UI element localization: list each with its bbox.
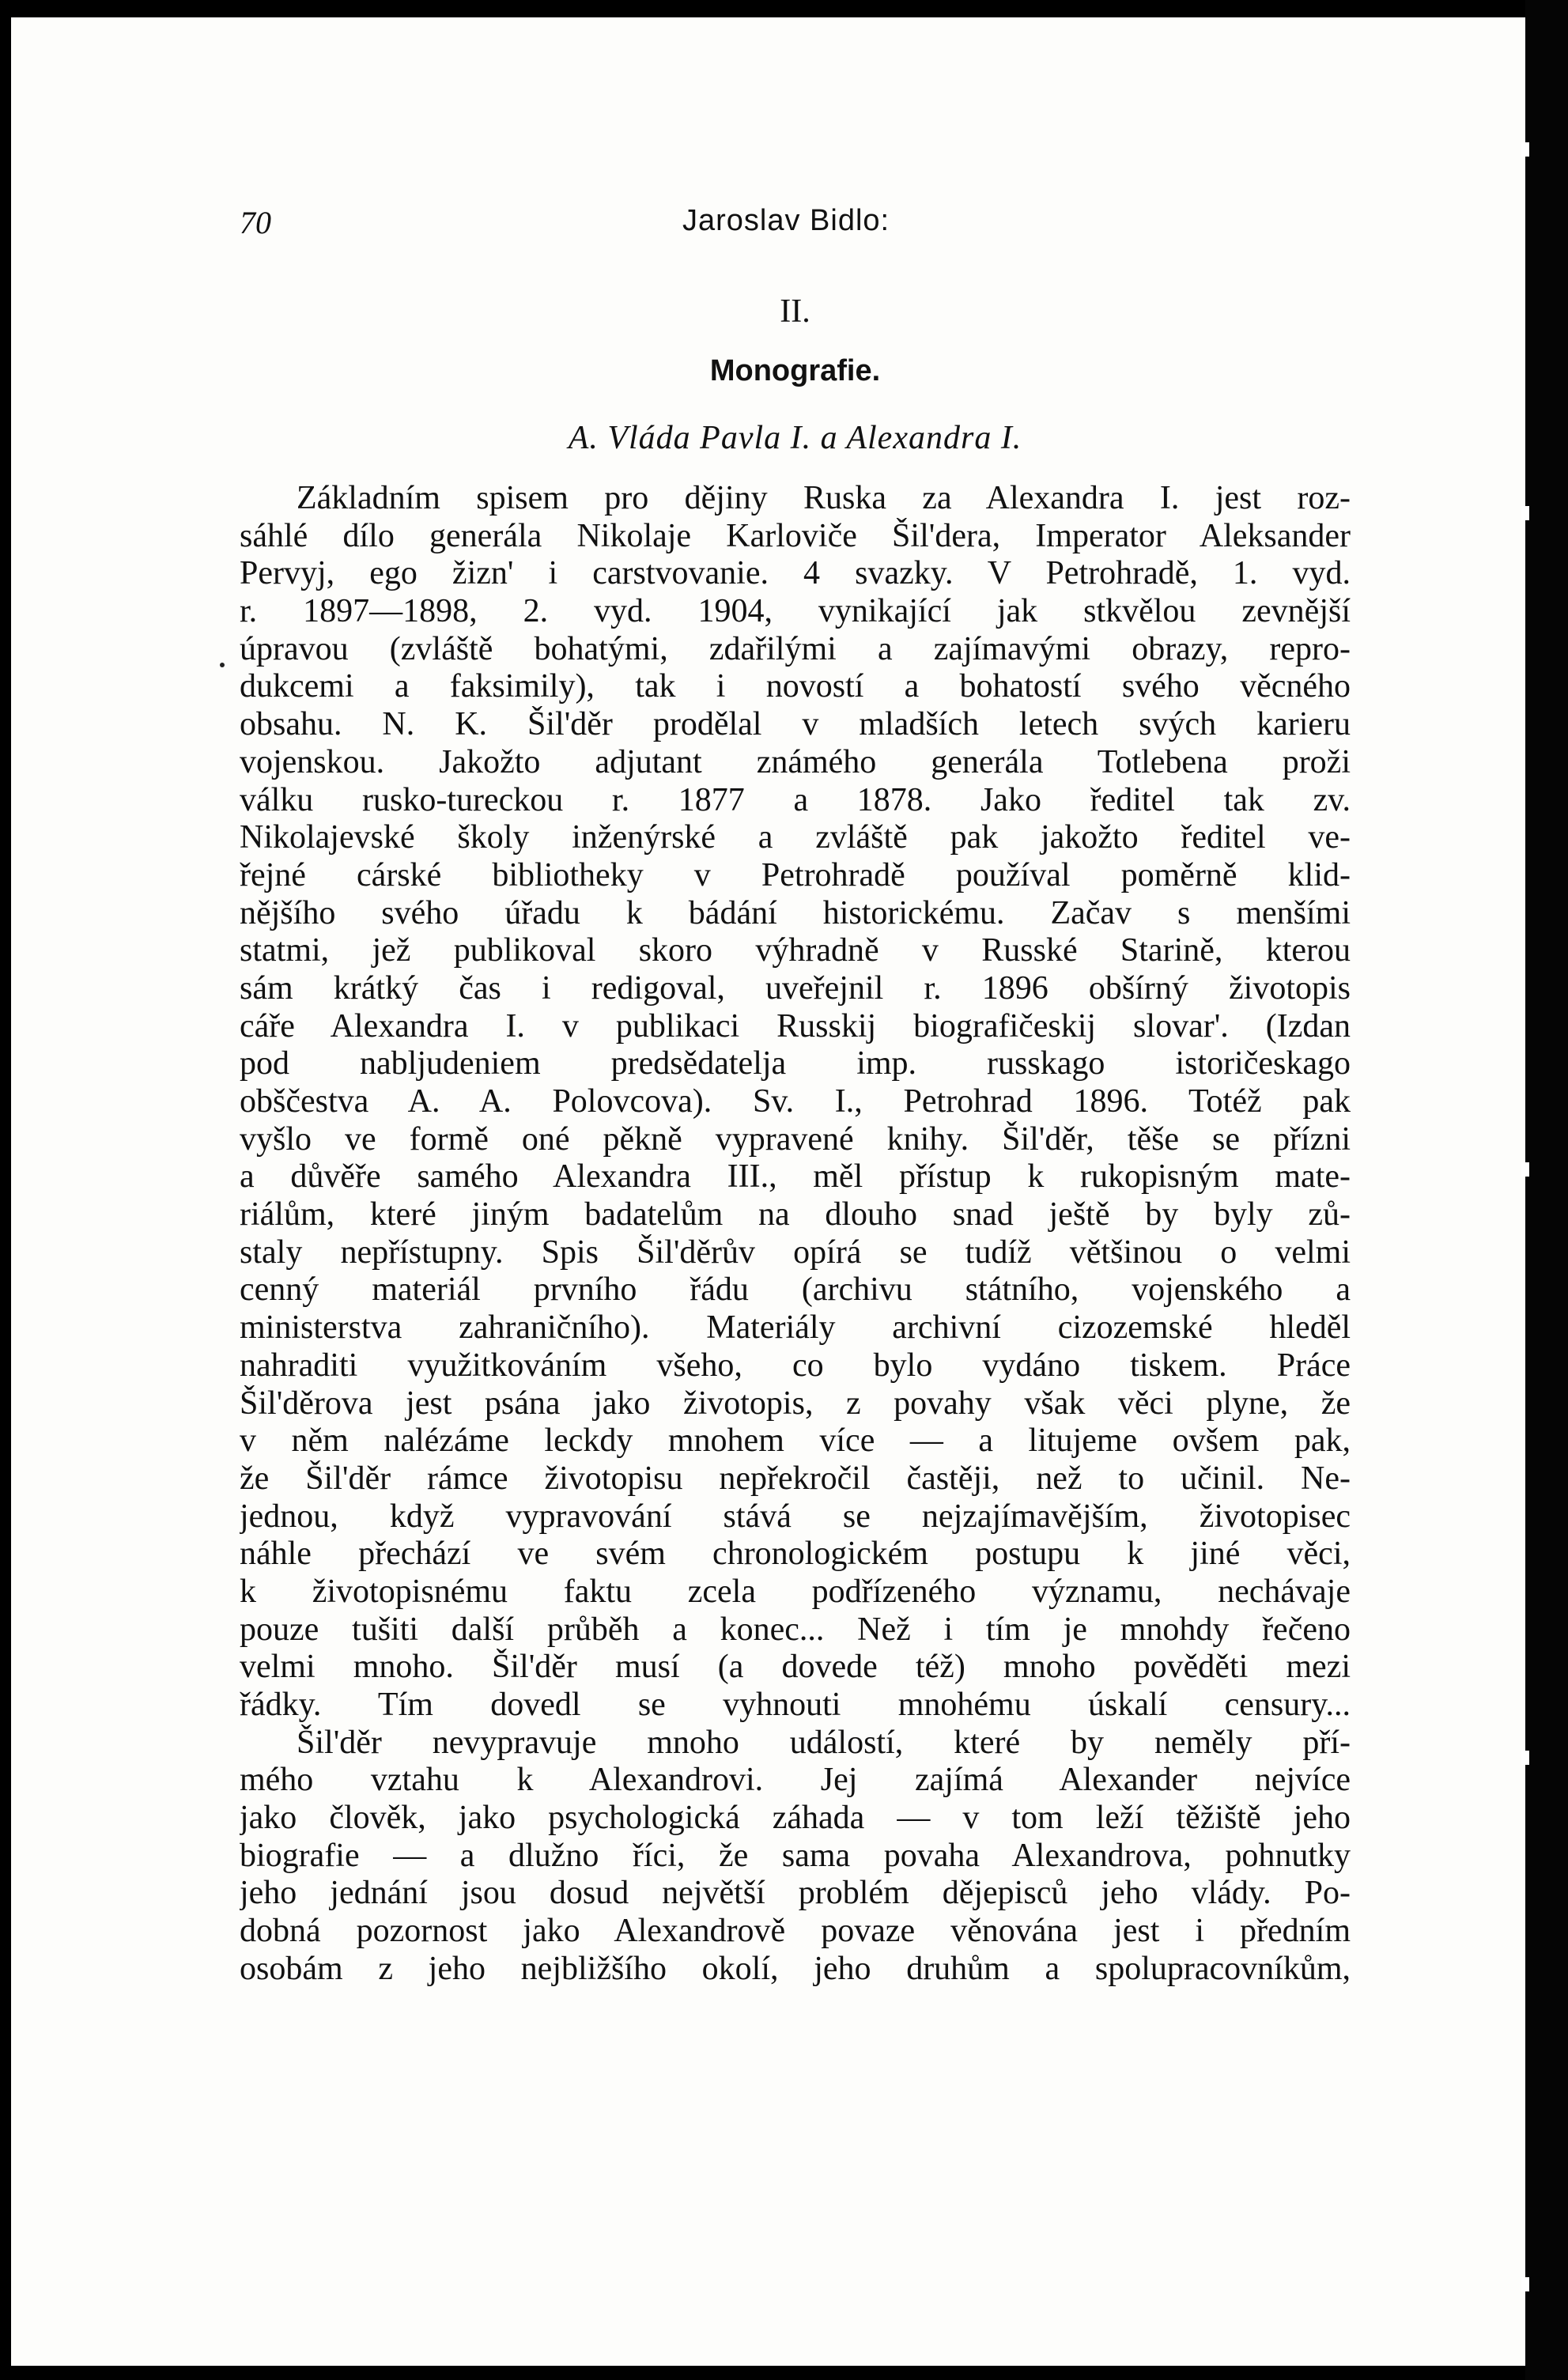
edge-mark [1521, 2277, 1529, 2291]
text-line: nahraditi využitkováním všeho, co bylo vydáno tiskem. Práce [240, 1347, 1351, 1384]
text-line: statmi, jež publikoval skoro výhradně v Russké Starině, kterou [240, 932, 1351, 969]
subsection-title: A. Vláda Pavla I. a Alexandra I. [568, 420, 1022, 456]
text-line: pouze tušiti další průběh a konec... Než i tím je mnohdy řečeno [240, 1611, 1351, 1648]
text-line: jeho jednání jsou dosud největší problém dějepisců jeho vlády. Po- [240, 1875, 1351, 1912]
section-title: Monografie. [709, 354, 881, 387]
text-line: vojenskou. Jakožto adjutant známého generála Totlebena proži [240, 743, 1351, 780]
text-line: Šil'děr nevypravuje mnoho událostí, které by neměly pří- [297, 1724, 1351, 1761]
text-line: k životopisnému faktu zcela podřízeného významu, nechávaje [240, 1573, 1351, 1610]
text-line: Šil'děrova jest psána jako životopis, z povahy však věci plyne, že [240, 1385, 1351, 1422]
text-line: biografie — a dlužno říci, že sama povaha Alexandrova, pohnutky [240, 1837, 1351, 1874]
text-line: cáře Alexandra I. v publikaci Russkij biografičeskij slovar'. (Izdan [240, 1007, 1351, 1045]
text-line: jednou, když vypravování stává se nejzajímavějším, životopisec [240, 1498, 1351, 1535]
page-number: 70 [240, 205, 271, 240]
text-line: úpravou (zvláště bohatými, zdařilými a zajímavými obrazy, repro- [240, 630, 1351, 667]
text-line: obsahu. N. K. Šil'děr prodělal v mladších letech svých karieru [240, 706, 1351, 743]
text-line: Nikolajevské školy inženýrské a zvláště pak jakožto ředitel ve- [240, 819, 1351, 856]
text-line: dobná pozornost jako Alexandrově povaze věnována jest i předním [240, 1913, 1351, 1950]
text-line: vyšlo ve formě oné pěkně vypravené knihy. Šil'děr, těše se přízni [240, 1120, 1351, 1158]
text-line: pod nabljudeniem predsědatelja imp. russkago istoričeskago [240, 1045, 1351, 1082]
text-line: v něm nalézáme leckdy mnohem více — a litujeme ovšem pak, [240, 1422, 1351, 1460]
margin-mark [220, 663, 225, 667]
text-line: sám krátký čas i redigoval, uveřejnil r. 1896 obšírný životopis [240, 969, 1351, 1007]
text-line: řádky. Tím dovedl se vyhnouti mnohému úskalí censury... [240, 1687, 1351, 1723]
body-text [240, 480, 1351, 1989]
text-line: osobám z jeho nejbližšího okolí, jeho druhům a spolupracovníkům, [240, 1950, 1351, 1987]
text-line: řejné cárské bibliotheky v Petrohradě používal poměrně klid- [240, 856, 1351, 893]
text-line: dukcemi a faksimily), tak i novostí a bohatostí svého věcného [240, 668, 1351, 705]
text-line: Základním spisem pro dějiny Ruska za Alexandra I. jest roz- [297, 480, 1351, 516]
text-line: mého vztahu k Alexandrovi. Jej zajímá Alexander nejvíce [240, 1762, 1351, 1799]
edge-mark [1521, 142, 1529, 157]
text-line: ministerstva zahraničního). Materiály archivní cizozemské hleděl [240, 1309, 1351, 1347]
text-line: riálům, které jiným badatelům na dlouho snad ještě by byly zů- [240, 1196, 1351, 1233]
text-line: staly nepřístupny. Spis Šil'děrův opírá se tudíž většinou o velmi [240, 1233, 1351, 1271]
text-line: Pervyj, ego žizn' i carstvovanie. 4 svazky. V Petrohradě, 1. vyd. [240, 555, 1351, 592]
text-line: že Šil'děr rámce životopisu nepřekročil častěji, než to učinil. Ne- [240, 1460, 1351, 1497]
section-number: II. [780, 293, 810, 330]
edge-mark [1521, 506, 1529, 520]
edge-mark [1521, 1751, 1529, 1765]
text-line: a důvěře samého Alexandra III., měl přístup k rukopisným mate- [240, 1158, 1351, 1196]
running-title: Jaroslav Bidlo: [682, 204, 890, 237]
text-line: velmi mnoho. Šil'děr musí (a dovede též) mnoho pověděti mezi [240, 1649, 1351, 1686]
scan-border [1525, 0, 1568, 2380]
text-line: nějšího svého úřadu k bádání historickému. Začav s menšími [240, 894, 1351, 931]
text-line: válku rusko-tureckou r. 1877 a 1878. Jako ředitel tak zv. [240, 781, 1351, 818]
text-line: r. 1897—1898, 2. vyd. 1904, vynikající jak stkvělou zevnější [240, 593, 1351, 630]
edge-mark [1521, 1162, 1529, 1177]
text-line: náhle přechází ve svém chronologickém postupu k jiné věci, [240, 1536, 1351, 1573]
text-line: cenný materiál prvního řádu (archivu státního, vojenského a [240, 1271, 1351, 1309]
page-header [240, 204, 1351, 244]
text-line: sáhlé dílo generála Nikolaje Karloviče Šil'dera, Imperator Aleksander [240, 517, 1351, 554]
text-line: obščestva A. A. Polovcova). Sv. I., Petrohrad 1896. Totéž pak [240, 1083, 1351, 1120]
text-line: jako člověk, jako psychologická záhada — v tom leží těžiště jeho [240, 1800, 1351, 1837]
